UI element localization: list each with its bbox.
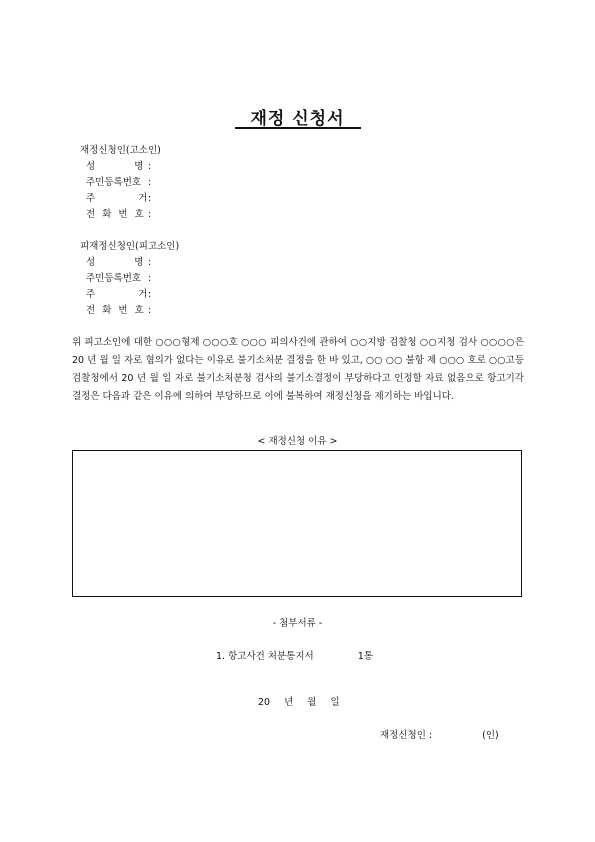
applicant-phone-colon: :: [148, 209, 152, 220]
date-year-unit: 년: [284, 697, 294, 708]
title-underline: [235, 127, 361, 129]
respondent-id-field: [86, 271, 151, 287]
respondent-id-label: 주민등록번호: [86, 273, 142, 284]
respondent-name-colon: :: [148, 257, 152, 268]
applicant-name-field: [86, 159, 151, 175]
attachment-item: [216, 648, 373, 662]
date-line: [258, 694, 354, 708]
applicant-phone-field: [86, 207, 151, 223]
signer-line: [380, 727, 499, 741]
respondent-heading: 피재정신청인(피고소인): [80, 241, 180, 252]
reason-box[interactable]: [72, 450, 522, 597]
respondent-address-label: 주 거: [86, 289, 149, 300]
applicant-address-field: [86, 191, 151, 207]
attachment-count: 1통: [357, 651, 373, 662]
reason-title: < 재정신청 이유 >: [257, 436, 338, 447]
attachments-title: - 첨부서류 -: [272, 618, 323, 629]
document-title: 재정 신청서: [250, 109, 345, 129]
respondent-phone-colon: :: [148, 305, 152, 316]
applicant-id-label: 주민등록번호: [86, 177, 142, 188]
date-year: 20: [258, 697, 271, 708]
respondent-address-field: [86, 287, 151, 303]
applicant-address-label: 주 거: [86, 193, 149, 204]
applicant-name-label: 성 명: [86, 161, 145, 172]
date-day-unit: 일: [330, 697, 340, 708]
applicant-id-field: [86, 175, 151, 191]
body-paragraph: 위 피고소인에 대한 ○○○형제 ○○○호 ○○○ 피의사건에 관하여 ○○지방 검찰청 ○○지청 검사 ○○○○은 20 년 월 일 자로 혐의가 없다는 이유로 불기소처분 결정을 한 바 있고, ○○ ○○ 불항 제 ○○○ 호로 ○○고등검찰청에서 20 년 월 일 자로 불기소처분청 검사의 불기소결정이 부당하다고 인정할 자료 없음으로 항고기각 결정은 다음과 같은 이유에 의하여 부당하므로 이에 불복하여 재정신청을 제기하는 바입니다.: [72, 337, 524, 402]
applicant-name-colon: :: [148, 161, 152, 172]
respondent-phone-label: 전 화 번 호: [86, 305, 145, 316]
attachment-item-label: 1. 항고사건 처분통지서: [216, 651, 314, 662]
applicant-phone-label: 전 화 번 호: [86, 209, 145, 220]
seal-mark: (인): [482, 730, 499, 741]
respondent-address-colon: :: [148, 289, 152, 300]
applicant-address-colon: :: [148, 193, 152, 204]
respondent-name-field: [86, 255, 151, 271]
respondent-id-colon: :: [148, 273, 152, 284]
applicant-heading: 재정신청인(고소인): [80, 145, 161, 156]
signer-label: 재정신청인 :: [380, 730, 433, 741]
respondent-phone-field: [86, 303, 151, 319]
date-month-unit: 월: [307, 697, 317, 708]
applicant-id-colon: :: [148, 177, 152, 188]
respondent-name-label: 성 명: [86, 257, 145, 268]
